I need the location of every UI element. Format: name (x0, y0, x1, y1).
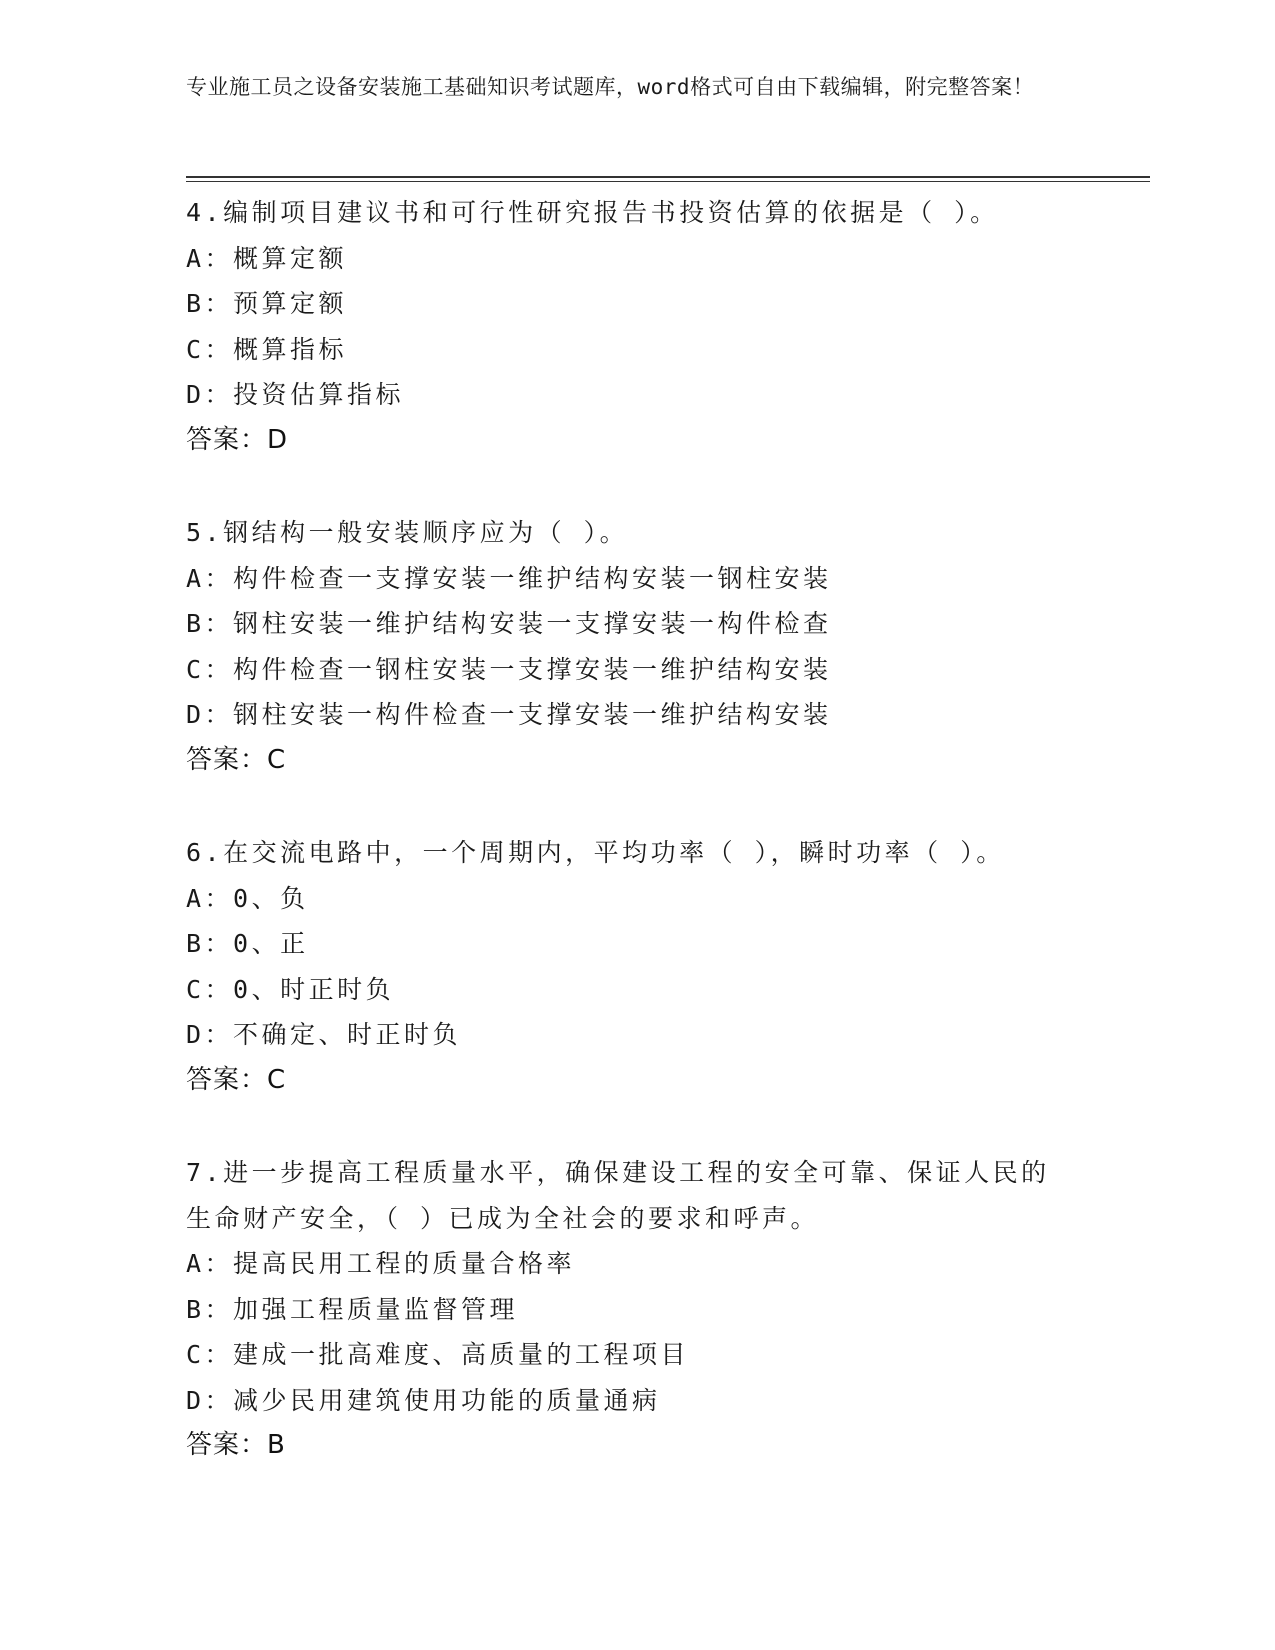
option-d: D：投资估算指标 (186, 380, 405, 409)
answer: 答案：D (186, 424, 289, 455)
question-stem: 5.钢结构一般安装顺序应为（ ）。 (186, 518, 629, 547)
question-stem: 4.编制项目建议书和可行性研究报告书投资估算的依据是（ ）。 (186, 198, 999, 227)
answer: 答案：B (186, 1430, 286, 1460)
question-6 (186, 830, 1066, 1103)
option-c: C：建成一批高难度、高质量的工程项目 (186, 1340, 690, 1369)
question-4 (186, 190, 1066, 463)
question-stem: 6.在交流电路中，一个周期内，平均功率（ ），瞬时功率（ ）。 (186, 838, 1005, 867)
answer: 答案：C (186, 744, 287, 775)
question-5 (186, 510, 1066, 783)
option-d: D：不确定、时正时负 (186, 1020, 462, 1049)
option-a: A：概算定额 (186, 243, 348, 273)
option-b: B：0、正 (186, 929, 309, 958)
option-c: C：概算指标 (186, 334, 348, 364)
option-d: D：钢柱安装一构件检查一支撑安装一维护结构安装 (186, 700, 832, 729)
option-b: B：加强工程质量监督管理 (186, 1294, 519, 1324)
question-stem: 7.进一步提高工程质量水平，确保建设工程的安全可靠、保证人民的生命财产安全，（ ）已成为全社会的要求和呼声。 (186, 1158, 1050, 1233)
document-header: 专业施工员之设备安装施工基础知识考试题库，word格式可自由下载编辑，附完整答案！ (186, 75, 1035, 99)
answer: 答案：C (186, 1064, 287, 1095)
option-a: A：0、负 (186, 883, 309, 913)
option-d: D：减少民用建筑使用功能的质量通病 (186, 1385, 661, 1415)
option-a: A：构件检查一支撑安装一维护结构安装一钢柱安装 (186, 563, 832, 593)
header-divider-thick (186, 176, 1150, 178)
option-c: C：0、时正时负 (186, 974, 395, 1004)
option-b: B：钢柱安装一维护结构安装一支撑安装一构件检查 (186, 609, 832, 638)
option-b: B：预算定额 (186, 289, 348, 318)
option-c: C：构件检查一钢柱安装一支撑安装一维护结构安装 (186, 654, 832, 684)
header-divider-thin (186, 181, 1150, 182)
option-a: A：提高民用工程的质量合格率 (186, 1249, 576, 1278)
question-7 (186, 1150, 1066, 1469)
